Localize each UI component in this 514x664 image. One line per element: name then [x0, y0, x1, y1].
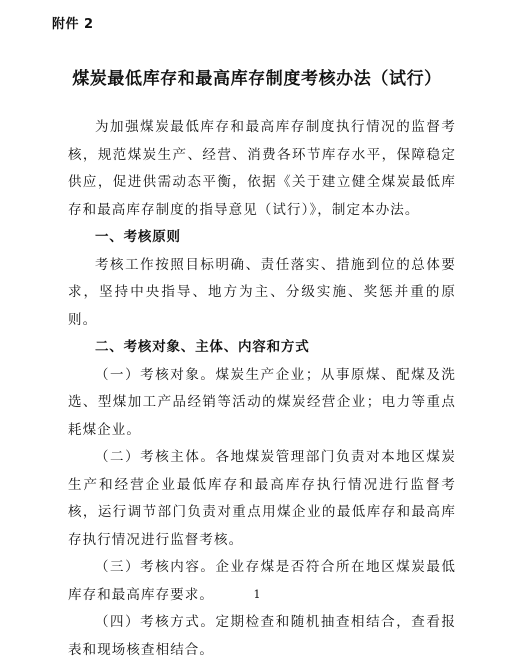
document-body — [68, 114, 456, 664]
principles-paragraph: 考核工作按照目标明确、责任落实、措施到位的总体要求，坚持中央指导、地方为主、分级实施、奖惩并重的原则。 — [68, 256, 456, 328]
section-heading-principles: 一、考核原则 — [95, 229, 181, 245]
section-heading-objects: 二、考核对象、主体、内容和方式 — [95, 339, 310, 355]
objects-paragraph: （一）考核对象。煤炭生产企业；从事原煤、配煤及洗选、型煤加工产品经销等活动的煤炭经营企业；电力等重点耗煤企业。 — [68, 366, 456, 438]
attachment-label: 附件 2 — [52, 17, 94, 32]
subject-paragraph: （二）考核主体。各地煤炭管理部门负责对本地区煤炭生产和经营企业最低库存和最高库存执行情况进行监督考核，运行调节部门负责对重点用煤企业的最低库存和最高库存执行情况进行监督考核。 — [68, 449, 456, 548]
intro-paragraph: 为加强煤炭最低库存和最高库存制度执行情况的监督考核，规范煤炭生产、经营、消费各环节库存水平，保障稳定供应，促进供需动态平衡，依据《关于建立健全煤炭最低库存和最高库存制度的指导意见（试行）》，制定本办法。 — [68, 119, 456, 218]
method-paragraph: （四）考核方式。定期检查和随机抽查相结合，查看报表和现场核查相结合。 — [68, 614, 456, 658]
page-number: 1 — [253, 588, 261, 601]
content-paragraph: （三）考核内容。企业存煤是否符合所在地区煤炭最低库存和最高库存要求。 — [68, 559, 456, 603]
document-title: 煤炭最低库存和最高库存制度考核办法（试行） — [72, 69, 442, 89]
